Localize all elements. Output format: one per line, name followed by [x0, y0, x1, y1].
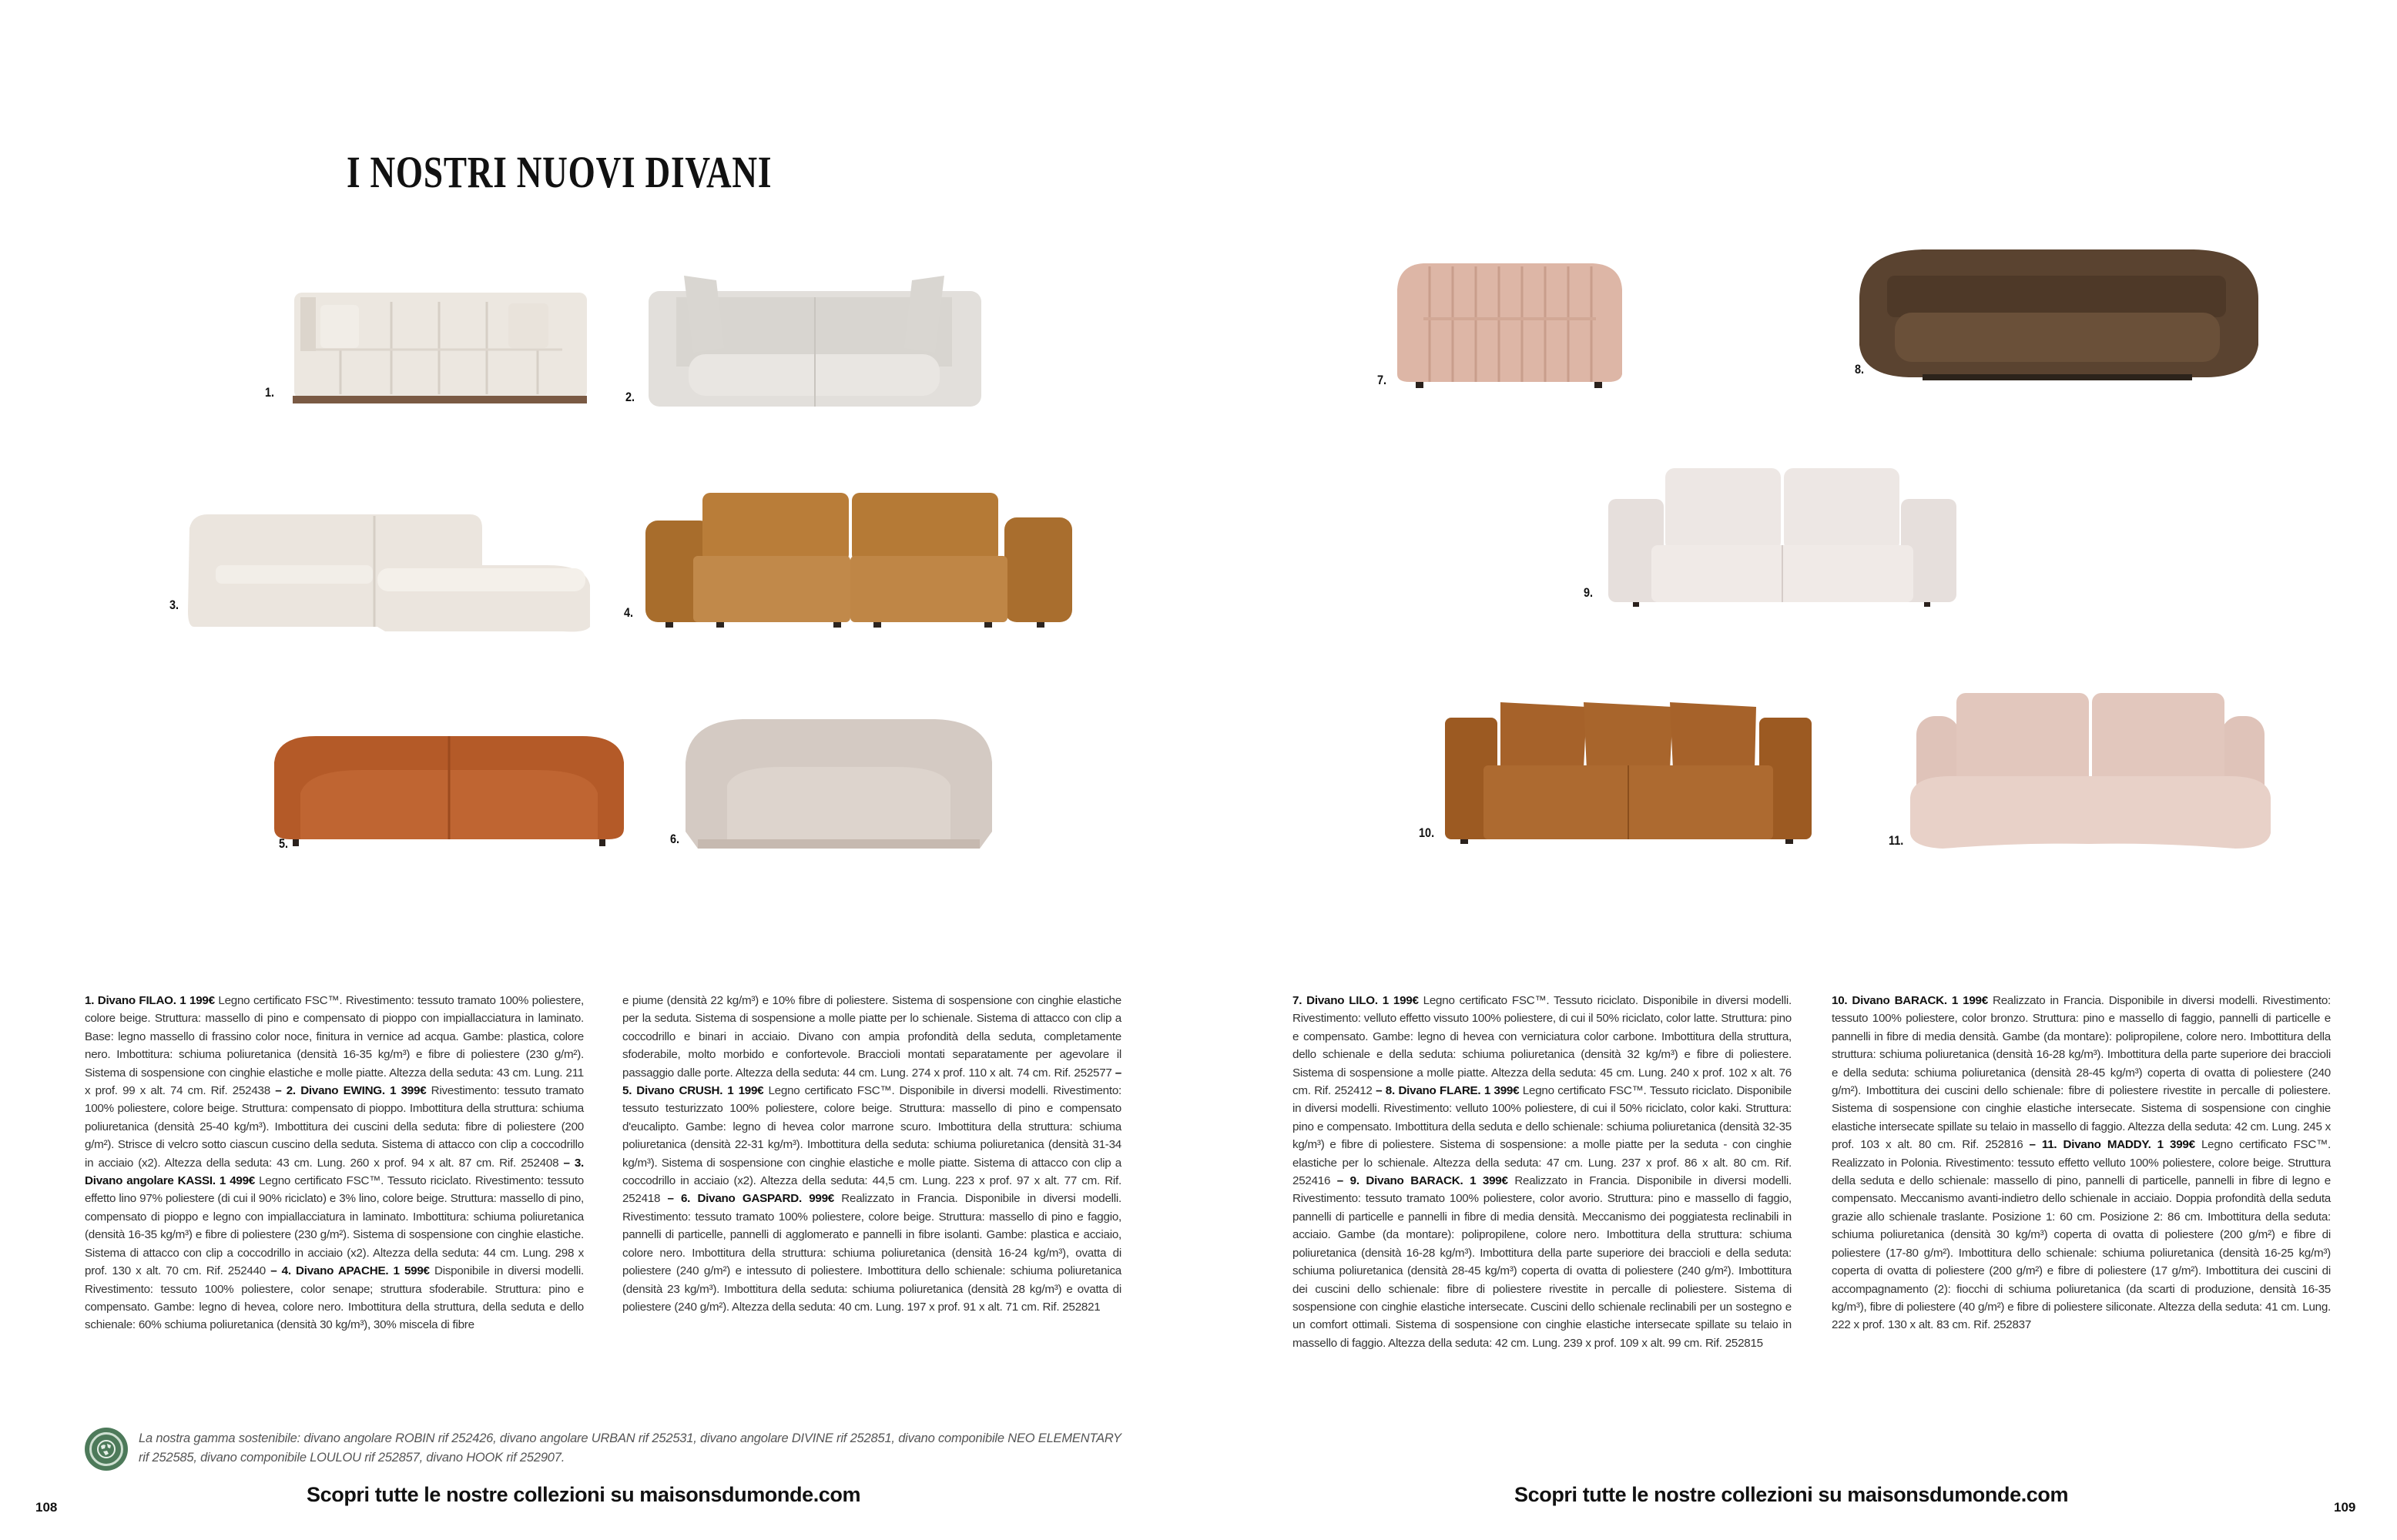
separator: – — [660, 1192, 681, 1206]
product-6-body: Realizzato in Francia. Disponibile in diversi modelli. Rivestimento: tessuto tramato 100% poliestere, colore beige. Struttura: massello di pino e faggio, pannelli di particelle, pannelli di agglomerato e pannelli in fibre isolanti. Gambe: plastica e acciaio, colore nero. Imbottitura della struttura: schiuma poliuretanica (densità 16-24 kg/m³), ovatta di poliestere (240 g/m²) e intessuto di poliestere. Imbottitura dello schienale: schiuma poliuretanica (densità 23 kg/m³). Imbottitura della seduta: schiuma poliuretanica (densità 28 kg/m³) e ovatta di poliestere (240 g/m²). Altezza della seduta: 40 cm. Lung. 197 x prof. 91 x alt. 71 cm. Rif. 252821 — [622, 1192, 1121, 1314]
product-9-barack-ivory[interactable] — [1584, 465, 1960, 607]
product-number: 11. — [1889, 833, 1904, 848]
page-title: I NOSTRI NUOVI DIVANI — [347, 147, 773, 197]
product-3-heading: 3. Divano angolare KASSI. 1 499€ — [85, 1156, 584, 1188]
maisonsdumonde-link-right[interactable]: Scopri tutte le nostre collezioni su maisonsdumonde.com — [1514, 1483, 2069, 1506]
product-number: 3. — [169, 598, 179, 612]
sofa-barack-bronze-photo-icon — [1442, 699, 1815, 844]
separator: – — [558, 1156, 575, 1170]
product-11-heading: 11. Divano MADDY. 1 399€ — [2041, 1138, 2195, 1152]
product-number: 1. — [265, 385, 275, 400]
product-5-crush[interactable] — [270, 732, 629, 851]
product-10-body: Realizzato in Francia. Disponibile in diversi modelli. Rivestimento: tessuto 100% poliestere, color bronzo. Struttura: pino e massello di faggio, pannelli di particelle e pannelli in fibre di media densità. Gambe (da montare): polipropilene, colore nero. Imbottitura della struttura: schiuma poliuretanica (densità 16-28 kg/m³). Imbottitura della parte superiore dei braccioli e della seduta: schiuma poliuretanica (densità 28-45 kg/m³) coperta di ovatta di poliestere (240 g/m²). Imbottitura dei cuscini dello schienale: fibre di poliestere rivestite in percalle di poliestere. Sistema di sospensione con cinghie elastiche intersecate. Sistema di sospensione con cinghie elastiche intersecate spillate su telaio in massello di faggio. Altezza della seduta: 42 cm. Lung. 245 x prof. 103 x alt. 80 cm. Rif. 252816 — [1832, 994, 2331, 1152]
description-column-4 — [1832, 992, 2331, 1334]
sofa-flare-photo-icon — [1853, 245, 2263, 382]
product-5-body: Legno certificato FSC™. Disponibile in diversi modelli. Rivestimento: tessuto testurizzato 100% poliestere, colore beige. Struttura: massello di pino e compensato d'eucalipto. Gambe: legno di hevea color marrone scuro. Imbottitura della struttura: schiuma poliuretanica (densità 22-31 kg/m³). Imbottitura della seduta: schiuma poliuretanica (densità 31-34 kg/m³). Sistema di sospensione con cinghie elastiche e molle piatte. Sistema di attacco con clip a coccodrillo in acciaio (x2). Altezza della seduta: 44,5 cm. Lung. 223 x prof. 97 x alt. 77 cm. Rif. 252418 — [622, 1084, 1121, 1206]
product-2-body: Rivestimento: tessuto tramato 100% poliestere, colore beige. Struttura: compensato di pioppo. Imbottitura della struttura: schiuma poliuretanica (densità 25-40 kg/m³). Imbottitura dei cuscini della seduta: fibre di poliestere (200 g/m²). Strisce di velcro sotto ciascun cuscino della seduta. Sistema di attacco con clip a coccodrillo in acciaio (x2). Altezza della seduta: 43 cm. Lung. 260 x prof. 94 x alt. 87 cm. Rif. 252408 — [85, 1084, 584, 1170]
product-number: 6. — [670, 832, 680, 846]
product-1-heading: 1. Divano FILAO. 1 199€ — [85, 994, 215, 1007]
globe-recycle-icon — [85, 1428, 128, 1471]
separator: – — [270, 1084, 287, 1098]
product-4-body-continued: e piume (densità 22 kg/m³) e 10% fibre di poliestere. Sistema di sospensione con cinghie elastiche per la seduta. Sistema di sospensione a molle piatte per lo schienale. Sistema di attacco con clip a coccodrillo e binari in acciaio. Divano con ampia profondità della seduta, completamente sfoderabile, molto morbido e confortevole. Braccioli montati separatamente per agevolare il passaggio dalle porte. Altezza della seduta: 44 cm. Lung. 274 x prof. 110 x alt. 74 cm. Rif. 252577 — [622, 994, 1121, 1080]
sofa-barack-ivory-photo-icon — [1605, 465, 1960, 607]
product-10-barack-bronze[interactable] — [1419, 699, 1815, 844]
product-7-heading: 7. Divano LILO. 1 199€ — [1292, 994, 1419, 1007]
product-8-flare[interactable] — [1853, 245, 2263, 382]
page-left — [0, 0, 1198, 1540]
description-column-2 — [622, 992, 1121, 1316]
separator: – — [265, 1264, 282, 1278]
product-number: 5. — [279, 836, 289, 851]
sofa-apache-photo-icon — [642, 490, 1074, 628]
product-6-gaspard[interactable] — [670, 716, 997, 853]
product-8-heading: 8. Divano FLARE. 1 399€ — [1385, 1084, 1520, 1098]
product-4-apache[interactable] — [624, 490, 1074, 628]
product-number: 4. — [624, 605, 634, 620]
product-10-heading: 10. Divano BARACK. 1 199€ — [1832, 994, 1988, 1007]
product-4-heading: 4. Divano APACHE. 1 599€ — [281, 1264, 430, 1278]
product-7-body: Legno certificato FSC™. Tessuto riciclato. Disponibile in diversi modelli. Rivestimento: velluto effetto vissuto 100% poliestere, di cui il 50% riciclato, color latte. Struttura: pino e compensato. Gambe: legno di hevea con verniciatura color carbone. Imbottitura della struttura, dello schienale e della seduta: schiuma poliuretanica (densità 32 kg/m³) e fibre di poliestere. Sistema di sospensione a molle piatte. Altezza della seduta: 45 cm. Lung. 240 x prof. 102 x alt. 76 cm. Rif. 252412 — [1292, 994, 1792, 1098]
product-number: 10. — [1419, 825, 1435, 840]
sofa-ewing-photo-icon — [645, 274, 984, 410]
sofa-crush-photo-icon — [270, 732, 629, 847]
sofa-lilo-photo-icon — [1393, 259, 1627, 391]
product-3-body: Legno certificato FSC™. Tessuto riciclato. Rivestimento: tessuto effetto lino 97% poliestere (di cui il 90% riciclato) e 3% lino, colore beige. Struttura: massello di pino, compensato di pioppo e legno con impiallacciatura in laminato. Imbottitura: schiuma poliuretanica (densità 16-35 kg/m³) e fibre di poliestere (230 g/m²). Sistema di sospensione con cinghie elastiche. Sistema di attacco con clip a coccodrillo in acciaio (x2). Altezza della seduta: 44 cm. Lung. 298 x prof. 130 x alt. 70 cm. Rif. 252440 — [85, 1174, 584, 1278]
sofa-maddy-photo-icon — [1904, 690, 2275, 852]
separator: – — [1330, 1174, 1350, 1188]
product-11-maddy[interactable] — [1889, 690, 2275, 852]
sofa-filao-photo-icon — [285, 286, 593, 410]
product-11-body: Legno certificato FSC™. Realizzato in Polonia. Rivestimento: tessuto effetto velluto 100% poliestere, colore beige. Struttura della seduta e dello schienale: massello di pino, pannelli di particelle, pannelli in fibre di legno e compensato. Meccanismo avanti-indietro dello schienale in acciaio. Doppia profondità della seduta grazie allo schienale traslante. Posizione 1: 60 cm. Posizione 2: 86 cm. Imbottitura della seduta: schiuma poliuretanica (densità 30 kg/m³) coperta di ovatta di poliestere (200 g/m²) e fibre di poliestere (17-80 g/m²). Imbottitura dello schienale: schiuma poliuretanica (densità 16-25 kg/m³) coperta di ovatta di poliestere (200 g/m²) e fibre di poliestere (17 g/m²). Imbottitura dei cuscini di accompagnamento (2): fiocchi di schiuma poliuretanica (da scarti di produzione, densità 16-35 kg/m³), fibre di poliestere (40 g/m²) e fibre di poliestere siliconate. Altezza della seduta: 41 cm. Lung. 222 x prof. 130 x alt. 83 cm. Rif. 252837 — [1832, 1138, 2331, 1332]
description-column-1 — [85, 992, 584, 1334]
product-4-body: Disponibile in diversi modelli. Rivestimento: tessuto 100% poliestere, color senape; struttura sfoderabile. Struttura: pino e compensato. Gambe: legno di hevea, colore nero. Imbottitura della struttura, della seduta e dello schienale: 60% schiuma poliuretanica (densità 30 kg/m³), 30% miscela di fibre — [85, 1264, 584, 1332]
product-8-body: Legno certificato FSC™. Tessuto riciclato. Disponibile in diversi modelli. Rivestimento: velluto 100% poliestere, di cui il 50% riciclato, color kaki. Struttura: pino e compensato. Imbottitura della seduta e dello schienale: schiuma poliuretanica (densità 32-35 kg/m³) e fibre di poliestere. Sistema di sospensione: a molle piatte per la seduta - con cinghie elastiche per lo schienale. Altezza della seduta: 47 cm. Lung. 237 x prof. 86 x alt. 80 cm. Rif. 252416 — [1292, 1084, 1792, 1188]
product-5-heading: 5. Divano CRUSH. 1 199€ — [622, 1084, 764, 1098]
sustainable-range-note — [85, 1428, 1132, 1471]
sofa-kassi-photo-icon — [185, 511, 593, 633]
product-1-filao[interactable] — [265, 286, 593, 410]
sustainable-range-text: La nostra gamma sostenibile: divano angolare ROBIN rif 252426, divano angolare URBAN rif 252531, divano angolare DIVINE rif 252851, divano componibile NEO ELEMENTARY rif 252585, divano componibile LOULOU rif 252857, divano HOOK rif 252907. — [139, 1431, 1121, 1465]
separator: – — [2023, 1138, 2042, 1152]
product-number: 8. — [1855, 362, 1865, 377]
page-right — [1198, 0, 2397, 1540]
product-number: 9. — [1584, 585, 1594, 600]
product-number: 7. — [1377, 373, 1387, 387]
page-number-right: 109 — [2334, 1500, 2356, 1515]
separator: – — [1111, 1066, 1122, 1080]
description-column-3 — [1292, 992, 1792, 1352]
product-9-heading: 9. Divano BARACK. 1 399€ — [1349, 1174, 1508, 1188]
product-7-lilo[interactable] — [1377, 259, 1627, 391]
product-1-body: Legno certificato FSC™. Rivestimento: tessuto tramato 100% poliestere, colore beige. Struttura: massello di pino e compensato di pioppo con impiallacciatura in laminato. Base: legno massello di frassino color noce, finitura in vernice ad acqua. Gambe: plastica, colore nero. Imbottitura: schiuma poliuretanica (densità 16-35 kg/m³) e fibre di poliestere (230 g/m²). Sistema di sospensione con cinghie elastiche e molle piatte. Altezza della seduta: 43 cm. Lung. 211 x prof. 99 x alt. 74 cm. Rif. 252438 — [85, 994, 584, 1098]
maisonsdumonde-link-left[interactable]: Scopri tutte le nostre collezioni su maisonsdumonde.com — [307, 1483, 861, 1506]
product-3-kassi[interactable] — [169, 511, 593, 633]
product-number: 2. — [625, 390, 635, 404]
product-9-body: Realizzato in Francia. Disponibile in diversi modelli. Rivestimento: tessuto tramato 100% poliestere, color avorio. Struttura: pino e massello di faggio, pannelli di particelle e pannelli in fibre di media densità. Meccanismo dei poggiatesta reclinabili in acciaio. Gambe (da montare): polipropilene, colore nero. Imbottitura della struttura: schiuma poliuretanica (densità 16-28 kg/m³). Imbottitura della parte superiore dei braccioli e della seduta: schiuma poliuretanica (densità 28-45 kg/m³) coperta di ovatta di poliestere (240 g/m²). Imbottitura dei cuscini dello schienale: fibre di poliestere rivestite in percalle di poliestere. Sistema di sospensione con cinghie elastiche intersecate. Cuscini dello schienale reclinabili per un sostegno e un comfort ottimali. Sistema di sospensione con cinghie elastiche intersecate spillate su telaio in massello di faggio. Altezza della seduta: 42 cm. Lung. 239 x prof. 109 x alt. 99 cm. Rif. 252815 — [1292, 1174, 1792, 1350]
product-2-ewing[interactable] — [625, 274, 984, 410]
page-number-left: 108 — [35, 1500, 58, 1515]
product-2-heading: 2. Divano EWING. 1 399€ — [286, 1084, 427, 1098]
product-6-heading: 6. Divano GASPARD. 999€ — [680, 1192, 834, 1206]
sofa-gaspard-photo-icon — [681, 716, 997, 853]
separator: – — [1372, 1084, 1386, 1098]
